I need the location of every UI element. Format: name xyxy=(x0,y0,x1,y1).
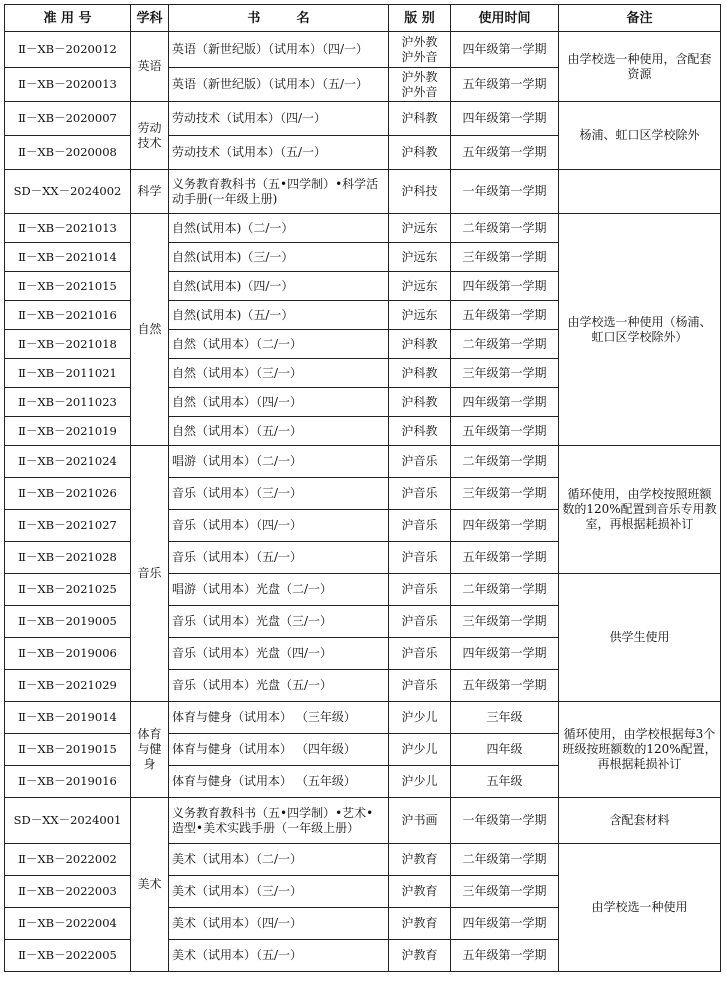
version-cell: 沪科教 xyxy=(389,136,451,170)
table-row xyxy=(5,702,721,734)
title-cell: 自然（试用本）（二/一） xyxy=(169,330,389,359)
table-row xyxy=(5,102,721,136)
note-cell: 供学生使用 xyxy=(559,574,721,702)
code-cell: Ⅱ－XB－2011021 xyxy=(5,359,131,388)
version-cell: 沪外教 沪外音 xyxy=(389,32,451,68)
textbook-table xyxy=(4,4,721,972)
title-cell: 音乐（试用本）（三/一） xyxy=(169,478,389,510)
version-cell: 沪科教 xyxy=(389,102,451,136)
time-cell: 四年级第一学期 xyxy=(451,102,559,136)
header-title: 书 名 xyxy=(169,5,389,32)
version-cell: 沪音乐 xyxy=(389,510,451,542)
time-cell: 二年级第一学期 xyxy=(451,574,559,606)
title-cell: 自然(试用本)（五/一） xyxy=(169,301,389,330)
time-cell: 四年级第一学期 xyxy=(451,908,559,940)
title-cell: 唱游（试用本）（二/一） xyxy=(169,446,389,478)
title-cell: 音乐（试用本）（五/一） xyxy=(169,542,389,574)
time-cell: 五年级第一学期 xyxy=(451,417,559,446)
code-cell: Ⅱ－XB－2021029 xyxy=(5,670,131,702)
code-cell: Ⅱ－XB－2021025 xyxy=(5,574,131,606)
code-cell: Ⅱ－XB－2021018 xyxy=(5,330,131,359)
title-cell: 英语（新世纪版）（试用本）（五/一） xyxy=(169,68,389,102)
header-subject: 学科 xyxy=(131,5,169,32)
time-cell: 四年级 xyxy=(451,734,559,766)
header-version: 版 别 xyxy=(389,5,451,32)
version-cell: 沪少儿 xyxy=(389,702,451,734)
version-cell: 沪远东 xyxy=(389,272,451,301)
time-cell: 三年级第一学期 xyxy=(451,876,559,908)
time-cell: 四年级第一学期 xyxy=(451,638,559,670)
code-cell: Ⅱ－XB－2021019 xyxy=(5,417,131,446)
title-cell: 自然（试用本）（四/一） xyxy=(169,388,389,417)
table-body xyxy=(5,32,721,972)
time-cell: 二年级第一学期 xyxy=(451,214,559,243)
code-cell: Ⅱ－XB－2021016 xyxy=(5,301,131,330)
title-cell: 自然(试用本)（四/一） xyxy=(169,272,389,301)
version-cell: 沪音乐 xyxy=(389,478,451,510)
title-cell: 义务教育教科书（五•四学制）•科学活动手册(一年级上册) xyxy=(169,170,389,214)
time-cell: 四年级第一学期 xyxy=(451,510,559,542)
note-cell: 含配套材料 xyxy=(559,798,721,844)
subject-cell: 科学 xyxy=(131,170,169,214)
version-cell: 沪教育 xyxy=(389,940,451,972)
version-cell: 沪音乐 xyxy=(389,638,451,670)
version-cell: 沪科教 xyxy=(389,388,451,417)
subject-cell: 音乐 xyxy=(131,446,169,702)
note-cell: 循环使用，由学校按照班额数的120%配置到音乐专用教室，再根据耗损补订 xyxy=(559,446,721,574)
version-cell: 沪教育 xyxy=(389,876,451,908)
version-cell: 沪外教 沪外音 xyxy=(389,68,451,102)
version-cell: 沪音乐 xyxy=(389,542,451,574)
header-code: 准 用 号 xyxy=(5,5,131,32)
code-cell: Ⅱ－XB－2022002 xyxy=(5,844,131,876)
code-cell: Ⅱ－XB－2019015 xyxy=(5,734,131,766)
title-cell: 英语（新世纪版）（试用本）（四/一） xyxy=(169,32,389,68)
time-cell: 三年级 xyxy=(451,702,559,734)
version-cell: 沪远东 xyxy=(389,243,451,272)
time-cell: 三年级第一学期 xyxy=(451,243,559,272)
table-row xyxy=(5,798,721,844)
title-cell: 自然（试用本）（三/一） xyxy=(169,359,389,388)
version-cell: 沪远东 xyxy=(389,214,451,243)
version-cell: 沪音乐 xyxy=(389,606,451,638)
time-cell: 三年级第一学期 xyxy=(451,359,559,388)
title-cell: 音乐（试用本）光盘（四/一） xyxy=(169,638,389,670)
version-cell: 沪科教 xyxy=(389,330,451,359)
version-cell: 沪科教 xyxy=(389,417,451,446)
code-cell: Ⅱ－XB－2011023 xyxy=(5,388,131,417)
subject-cell: 劳动 技术 xyxy=(131,102,169,170)
subject-cell: 美术 xyxy=(131,798,169,972)
table-row xyxy=(5,214,721,243)
title-cell: 音乐（试用本）光盘（五/一） xyxy=(169,670,389,702)
version-cell: 沪少儿 xyxy=(389,766,451,798)
time-cell: 二年级第一学期 xyxy=(451,330,559,359)
code-cell: Ⅱ－XB－2021028 xyxy=(5,542,131,574)
code-cell: Ⅱ－XB－2022004 xyxy=(5,908,131,940)
code-cell: Ⅱ－XB－2019006 xyxy=(5,638,131,670)
code-cell: Ⅱ－XB－2021013 xyxy=(5,214,131,243)
note-cell: 由学校选一种使用 xyxy=(559,844,721,972)
title-cell: 音乐（试用本）光盘（三/一） xyxy=(169,606,389,638)
time-cell: 三年级第一学期 xyxy=(451,606,559,638)
time-cell: 二年级第一学期 xyxy=(451,844,559,876)
note-cell: 杨浦、虹口区学校除外 xyxy=(559,102,721,170)
title-cell: 体育与健身（试用本） （四年级） xyxy=(169,734,389,766)
version-cell: 沪音乐 xyxy=(389,574,451,606)
version-cell: 沪少儿 xyxy=(389,734,451,766)
time-cell: 四年级第一学期 xyxy=(451,388,559,417)
title-cell: 自然（试用本）（五/一） xyxy=(169,417,389,446)
code-cell: Ⅱ－XB－2022003 xyxy=(5,876,131,908)
version-cell: 沪音乐 xyxy=(389,446,451,478)
title-cell: 唱游（试用本）光盘（二/一） xyxy=(169,574,389,606)
table-row xyxy=(5,170,721,214)
time-cell: 五年级第一学期 xyxy=(451,940,559,972)
time-cell: 一年级第一学期 xyxy=(451,798,559,844)
title-cell: 劳动技术（试用本）（四/一） xyxy=(169,102,389,136)
code-cell: Ⅱ－XB－2021014 xyxy=(5,243,131,272)
code-cell: SD－XX－2024001 xyxy=(5,798,131,844)
subject-cell: 自然 xyxy=(131,214,169,446)
code-cell: Ⅱ－XB－2019005 xyxy=(5,606,131,638)
subject-cell: 英语 xyxy=(131,32,169,102)
time-cell: 五年级 xyxy=(451,766,559,798)
note-cell xyxy=(559,170,721,214)
version-cell: 沪教育 xyxy=(389,844,451,876)
table-row xyxy=(5,32,721,68)
note-cell: 由学校选一种使用（杨浦、虹口区学校除外） xyxy=(559,214,721,446)
version-cell: 沪远东 xyxy=(389,301,451,330)
title-cell: 劳动技术（试用本）（五/一） xyxy=(169,136,389,170)
title-cell: 音乐（试用本）（四/一） xyxy=(169,510,389,542)
code-cell: Ⅱ－XB－2021024 xyxy=(5,446,131,478)
title-cell: 自然(试用本)（二/一） xyxy=(169,214,389,243)
version-cell: 沪科技 xyxy=(389,170,451,214)
code-cell: Ⅱ－XB－2021026 xyxy=(5,478,131,510)
version-cell: 沪书画 xyxy=(389,798,451,844)
time-cell: 四年级第一学期 xyxy=(451,32,559,68)
title-cell: 自然(试用本)（三/一） xyxy=(169,243,389,272)
time-cell: 三年级第一学期 xyxy=(451,478,559,510)
code-cell: Ⅱ－XB－2021015 xyxy=(5,272,131,301)
code-cell: Ⅱ－XB－2021027 xyxy=(5,510,131,542)
title-cell: 美术（试用本）（二/一） xyxy=(169,844,389,876)
title-cell: 义务教育教科书（五•四学制）•艺术•造型•美术实践手册（一年级上册） xyxy=(169,798,389,844)
code-cell: Ⅱ－XB－2020012 xyxy=(5,32,131,68)
note-cell: 循环使用，由学校根据每3个班级按班额数的120%配置，再根据耗损补订 xyxy=(559,702,721,798)
version-cell: 沪音乐 xyxy=(389,670,451,702)
note-cell: 由学校选一种使用，含配套资源 xyxy=(559,32,721,102)
title-cell: 美术（试用本）（三/一） xyxy=(169,876,389,908)
code-cell: Ⅱ－XB－2020013 xyxy=(5,68,131,102)
header-row xyxy=(5,5,721,32)
header-note: 备注 xyxy=(559,5,721,32)
version-cell: 沪教育 xyxy=(389,908,451,940)
code-cell: Ⅱ－XB－2022005 xyxy=(5,940,131,972)
header-time: 使用时间 xyxy=(451,5,559,32)
code-cell: Ⅱ－XB－2019014 xyxy=(5,702,131,734)
table-row xyxy=(5,844,721,876)
title-cell: 体育与健身（试用本） （五年级） xyxy=(169,766,389,798)
time-cell: 五年级第一学期 xyxy=(451,670,559,702)
time-cell: 四年级第一学期 xyxy=(451,272,559,301)
time-cell: 五年级第一学期 xyxy=(451,136,559,170)
code-cell: Ⅱ－XB－2019016 xyxy=(5,766,131,798)
time-cell: 一年级第一学期 xyxy=(451,170,559,214)
time-cell: 二年级第一学期 xyxy=(451,446,559,478)
title-cell: 美术（试用本）（四/一） xyxy=(169,908,389,940)
code-cell: Ⅱ－XB－2020007 xyxy=(5,102,131,136)
title-cell: 美术（试用本）（五/一） xyxy=(169,940,389,972)
version-cell: 沪科教 xyxy=(389,359,451,388)
title-cell: 体育与健身（试用本） （三年级） xyxy=(169,702,389,734)
time-cell: 五年级第一学期 xyxy=(451,542,559,574)
table-row xyxy=(5,574,721,606)
code-cell: Ⅱ－XB－2020008 xyxy=(5,136,131,170)
time-cell: 五年级第一学期 xyxy=(451,301,559,330)
subject-cell: 体育 与健 身 xyxy=(131,702,169,798)
time-cell: 五年级第一学期 xyxy=(451,68,559,102)
table-row xyxy=(5,446,721,478)
code-cell: SD－XX－2024002 xyxy=(5,170,131,214)
